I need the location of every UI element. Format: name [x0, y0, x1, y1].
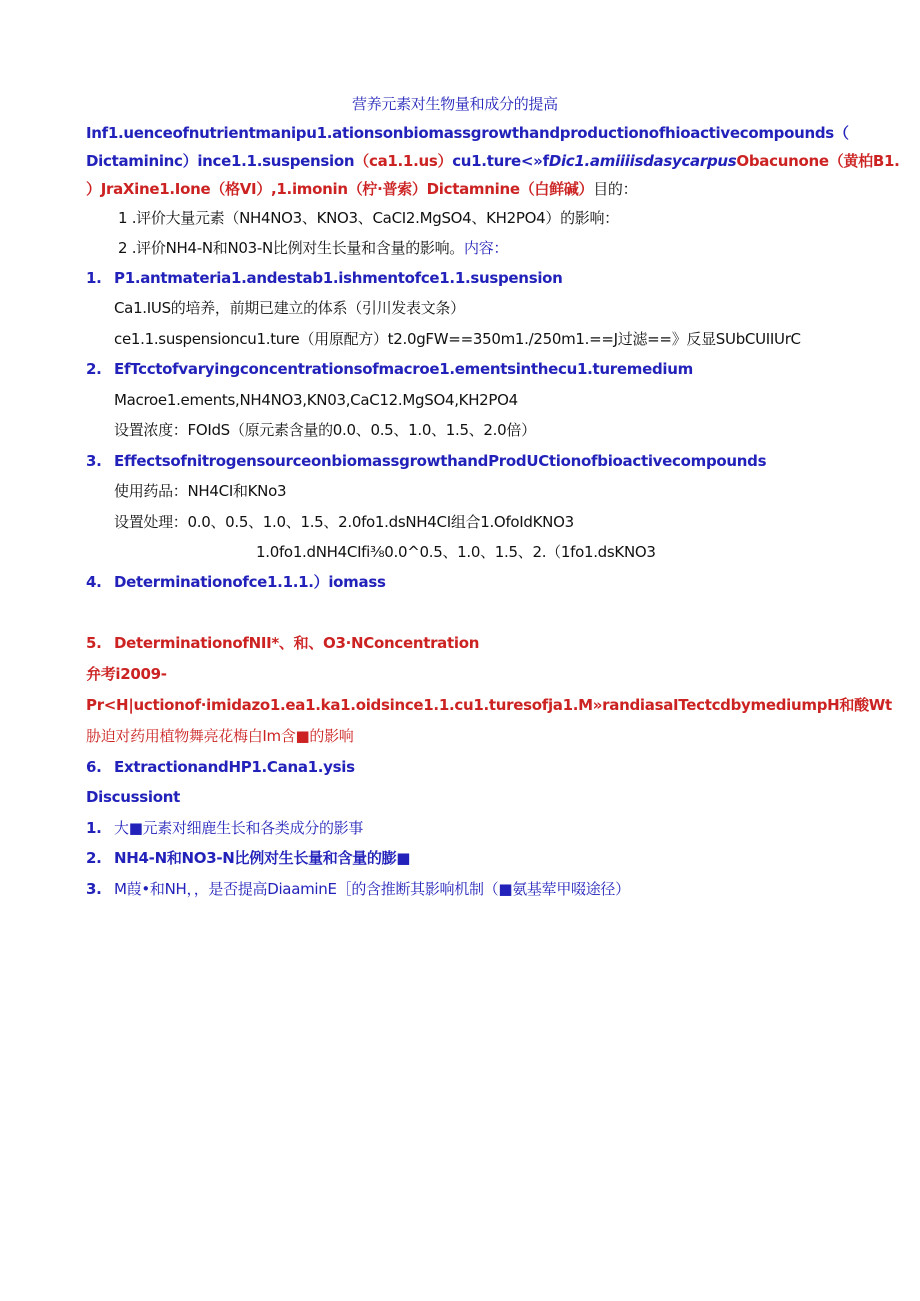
section-1-heading — [86, 268, 563, 288]
section-3-number: 3. — [86, 452, 102, 470]
discussion-2-number: 2. — [86, 849, 102, 867]
section-1-number: 1. — [86, 269, 102, 287]
reference-line-2: Pr<H|uctionof·imidazo1.ea1.ka1.oidsince1.1.cu1.turesofja1.M»randiasaITectcdbymediumpH和酸Wt — [86, 696, 892, 714]
section-4-heading — [86, 572, 386, 592]
title-part-culture: cu1.ture<»f — [452, 152, 549, 170]
aim-1: 1 .评价大量元素（NH4NO3、KNO3、CaCI2.MgSO4、KH2PO4）的影响： — [118, 209, 619, 227]
discussion-3-number: 3. — [86, 880, 102, 898]
title-part-obacunone: Obacunone（黄柏B1. — [736, 152, 900, 170]
section-5-number: 5. — [86, 634, 102, 652]
section-3-title: EffectsofnitrogensourceonbiomassgrowthandProdUCtionofbioactivecompounds — [114, 452, 767, 470]
section-2-heading — [86, 359, 693, 379]
section-5-heading — [86, 633, 479, 653]
discussion-2-text: NH4-N和NO3-N比例对生长量和含量的膨■ — [114, 849, 411, 867]
reference-line-1: 弁考i2009- — [86, 665, 167, 683]
title-part-species: Dic1.amiiiisdasycarpus — [548, 152, 737, 170]
section-6-number: 6. — [86, 758, 102, 776]
section-6-title: ExtractionandHP1.Cana1.ysis — [114, 758, 355, 776]
reference-line-3: 胁迫对药用植物舞亮花梅白Im含■的影响 — [86, 727, 354, 745]
section-2-line-1: Macroe1.ements,NH4NO3,KN03,CaC12.MgSO4,KH2PO4 — [114, 391, 518, 409]
english-title-line-1: Inf1.uenceofnutrientmanipu1.ationsonbiomassgrowthandproductionofhioactivecompounds（ — [86, 124, 849, 142]
discussion-3-text: M葭•和NH，，是否提高DiaaminE［的含推断其影响机制（■氨基荤甲啜途径） — [114, 880, 630, 898]
contents-heading: 内容： — [464, 239, 509, 257]
section-3-heading — [86, 451, 766, 471]
english-title-line-2 — [86, 151, 900, 171]
document-title: 营养元素对生物量和成分的提高 — [352, 95, 558, 113]
section-1-line-2: ce1.1.suspensioncu1.ture（用原配方）t2.0gFW==350m1./250m1.==J过滤==》反显SUbCUIIUrC — [114, 330, 801, 348]
discussion-item-1 — [86, 818, 363, 838]
discussion-heading: Discussiont — [86, 788, 180, 806]
english-title-line-3 — [86, 179, 637, 199]
title-part-compounds: ）JraXine1.Ione（格VI）,1.imonin（柠·普索）Dictamnine（白鲜碱） — [86, 180, 594, 198]
discussion-item-3 — [86, 879, 630, 899]
section-4-title: Determinationofce1.1.1.）iomass — [114, 573, 386, 591]
aims-heading: 目的： — [593, 180, 638, 198]
section-4-number: 4. — [86, 573, 102, 591]
section-3-line-2: 设置处理：0.0、0.5、1.0、1.5、2.0fo1.dsNH4CI组合1.OfoIdKNO3 — [114, 513, 574, 531]
discussion-1-text: 大■元素对细鹿生长和各类成分的影事 — [114, 819, 364, 837]
section-3-line-3: 1.0fo1.dNH4CIfi⅜0.0^0.5、1.0、1.5、2.（1fo1.dsKNO3 — [256, 543, 656, 561]
title-part-dictamine: Dictamininc）ince1.1.suspension — [86, 152, 355, 170]
section-2-title: EfTcctofvaryingconcentrationsofmacroe1.ementsinthecu1.turemedium — [114, 360, 693, 378]
discussion-item-2 — [86, 848, 410, 868]
section-1-title: P1.antmateria1.andestab1.ishmentofce1.1.suspension — [114, 269, 563, 287]
aim-2 — [118, 238, 508, 258]
section-5-title: DeterminationofNII*、和、O3·NConcentration — [114, 634, 480, 652]
section-3-line-1: 使用药品：NH4CI和KNo3 — [114, 482, 287, 500]
section-2-line-2: 设置浓度：FOIdS（原元素含量的0.0、0.5、1.0、1.5、2.0倍） — [114, 421, 536, 439]
section-6-heading — [86, 757, 355, 777]
title-part-callus: （ca1.1.us） — [354, 152, 453, 170]
discussion-1-number: 1. — [86, 819, 102, 837]
aim-2-text: 2 .评价NH4-N和N03-N比例对生长量和含量的影响。 — [118, 239, 464, 257]
section-2-number: 2. — [86, 360, 102, 378]
section-1-line-1: Ca1.IUS的培养，前期已建立的体系（引川发表文条） — [114, 299, 465, 317]
